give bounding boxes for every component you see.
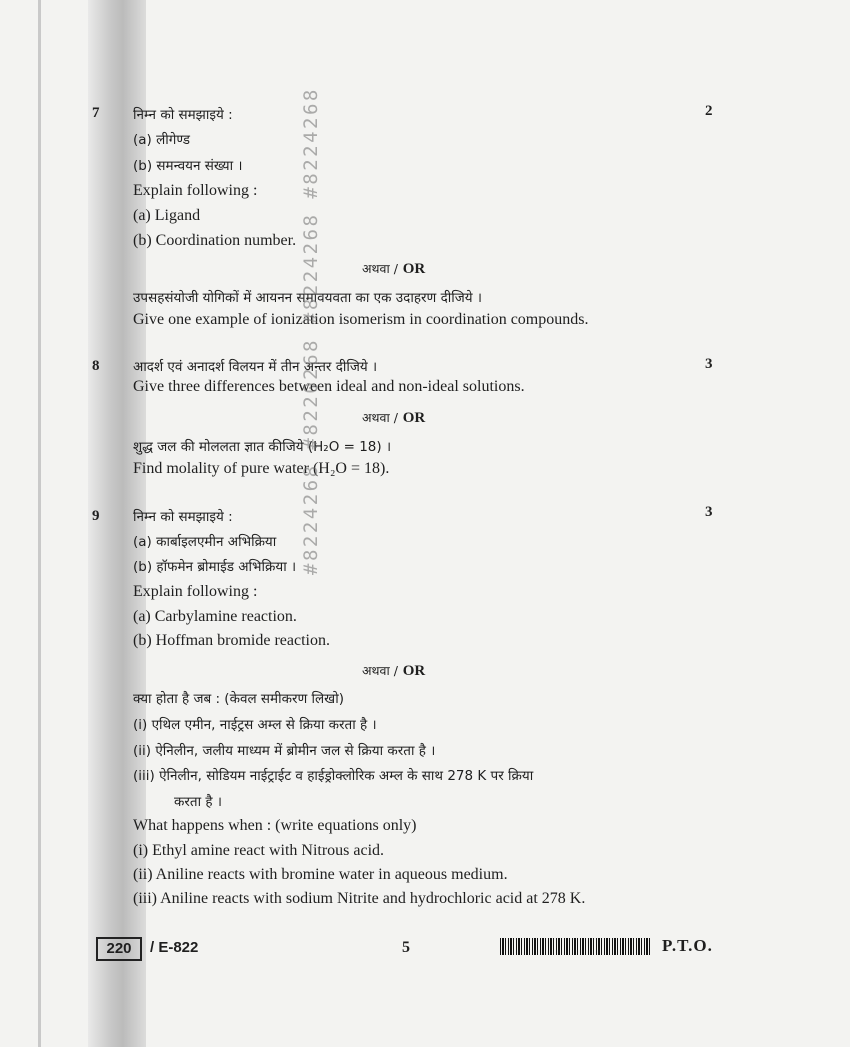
question-9-alt-hindi-i: (i) एथिल एमीन, नाईट्रस अम्ल से क्रिया करता है । bbox=[133, 717, 377, 733]
page-edge bbox=[38, 0, 41, 1047]
or-hindi: अथवा / bbox=[362, 410, 398, 425]
question-9-english-b: (b) Hoffman bromide reaction. bbox=[133, 632, 330, 649]
or-english: OR bbox=[402, 663, 426, 679]
question-9-alt-english-iii: (iii) Aniline reacts with sodium Nitrite and hydrochloric acid at 278 K. bbox=[133, 890, 586, 907]
question-8-or-divider bbox=[362, 408, 425, 427]
question-9-english-a: (a) Carbylamine reaction. bbox=[133, 608, 297, 625]
question-7-marks: 2 bbox=[705, 103, 713, 119]
question-7-or-divider bbox=[362, 259, 425, 278]
question-7-number: 7 bbox=[92, 105, 100, 121]
please-turn-over: P.T.O. bbox=[662, 936, 713, 955]
or-hindi: अथवा / bbox=[362, 663, 398, 678]
question-8-hindi: आदर्श एवं अनादर्श विलयन में तीन अन्तर दीजिये । bbox=[133, 359, 378, 375]
question-9-alt-hindi-prompt: क्या होता है जब : (केवल समीकरण लिखो) bbox=[133, 691, 344, 707]
question-9-english-prompt: Explain following : bbox=[133, 583, 258, 600]
question-9-hindi-prompt: निम्न को समझाइये : bbox=[133, 509, 233, 525]
question-8-alt-english: Find molality of pure water (H₂O = 18). bbox=[133, 460, 390, 477]
question-9-marks: 3 bbox=[705, 504, 713, 520]
question-8-number: 8 bbox=[92, 358, 100, 374]
question-8-marks: 3 bbox=[705, 356, 713, 372]
question-9-alt-hindi-iii: (iii) ऐनिलीन, सोडियम नाईट्राईट व हाईड्रोक्लोरिक अम्ल के साथ 278 K पर क्रिया bbox=[133, 768, 534, 784]
question-9-hindi-b: (b) हॉफमेन ब्रोमाईड अभिक्रिया । bbox=[133, 559, 297, 575]
question-9-alt-hindi-ii: (ii) ऐनिलीन, जलीय माध्यम में ब्रोमीन जल से क्रिया करता है । bbox=[133, 743, 436, 759]
question-9-or-divider bbox=[362, 661, 425, 680]
question-7-english-prompt: Explain following : bbox=[133, 182, 258, 199]
or-english: OR bbox=[402, 261, 426, 277]
question-9-alt-english-ii: (ii) Aniline reacts with bromine water in aqueous medium. bbox=[133, 866, 508, 883]
or-hindi: अथवा / bbox=[362, 261, 398, 276]
question-9-alt-english-prompt: What happens when : (write equations only) bbox=[133, 817, 417, 834]
question-7-hindi-prompt: निम्न को समझाइये : bbox=[133, 107, 233, 123]
question-9-number: 9 bbox=[92, 508, 100, 524]
or-english: OR bbox=[402, 410, 426, 426]
question-9-hindi-a: (a) कार्बाइलएमीन अभिक्रिया bbox=[133, 534, 277, 550]
paper-code: / E-822 bbox=[150, 939, 199, 956]
question-7-english-a: (a) Ligand bbox=[133, 207, 201, 224]
question-8-english: Give three differences between ideal and non-ideal solutions. bbox=[133, 378, 525, 395]
question-7-english-b: (b) Coordination number. bbox=[133, 232, 297, 249]
page-number: 5 bbox=[402, 939, 410, 956]
barcode-icon bbox=[500, 938, 652, 955]
question-8-alt-hindi: शुद्ध जल की मोललता ज्ञात कीजिये (H₂O = 18) । bbox=[133, 439, 392, 455]
paper-code-box: 220 bbox=[96, 937, 142, 961]
question-7-hindi-b: (b) समन्वयन संख्या । bbox=[133, 158, 243, 174]
serial-watermark: #8224268 #8220268 #8224268 #8224268 bbox=[300, 87, 322, 575]
question-7-alt-english: Give one example of ionization isomerism in coordination compounds. bbox=[133, 311, 589, 328]
question-7-hindi-a: (a) लीगेण्ड bbox=[133, 132, 190, 148]
question-9-alt-english-i: (i) Ethyl amine react with Nitrous acid. bbox=[133, 842, 385, 859]
question-7-alt-hindi: उपसहसंयोजी योगिकों में आयनन समावयवता का एक उदाहरण दीजिये । bbox=[133, 290, 482, 306]
question-9-alt-hindi-iii-continued: करता है । bbox=[174, 794, 222, 810]
